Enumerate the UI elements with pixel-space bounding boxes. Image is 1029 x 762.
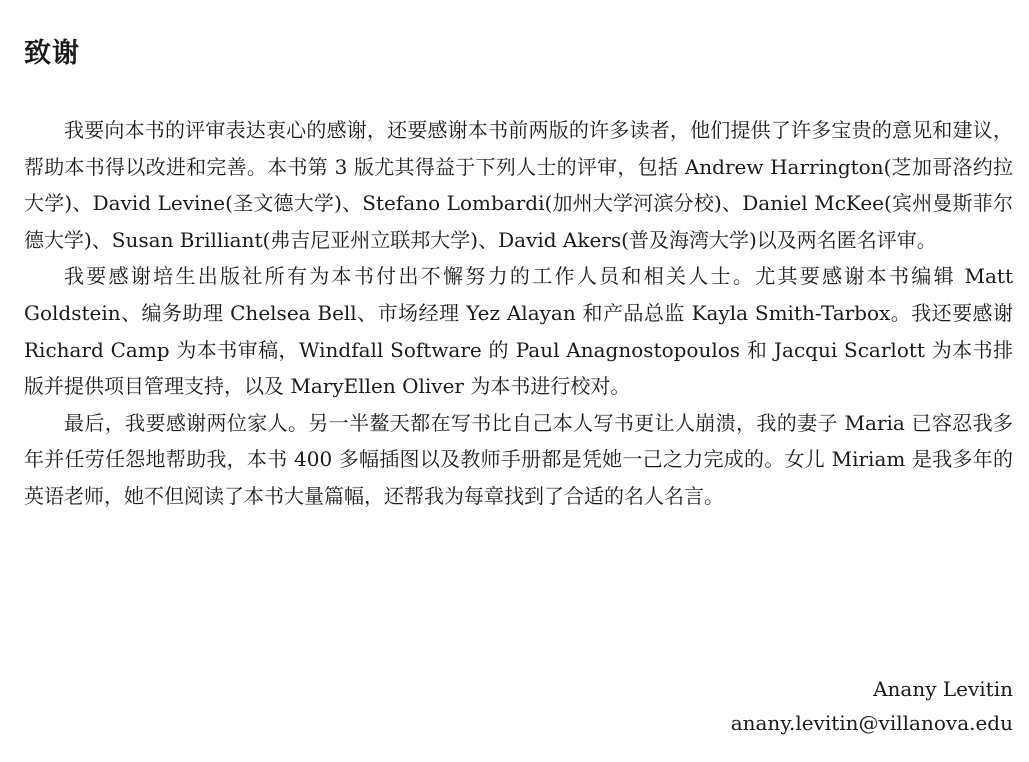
signature-block [731,672,1013,740]
paragraph-publisher-staff: 我要感谢培生出版社所有为本书付出不懈努力的工作人员和相关人士。尤其要感谢本书编辑 Matt Goldstein、编务助理 Chelsea Bell、市场经理 Yez Alayan 和产品总监 Kayla Smith-Tarbox。我还要感谢 Richard Camp 为本书审稿，Windfall Software 的 Paul Anagnostopoulos 和 Jacqui Scarlott 为本书排版并提供项目管理支持，以及 MaryEllen Oliver 为本书进行校对。 [24,264,1013,399]
author-email: anany.levitin@villanova.edu [730,711,1013,735]
page-title: 致谢 [24,38,80,69]
paragraph-family: 最后，我要感谢两位家人。另一半鳌天都在写书比自己本人写书更让人崩溃，我的妻子 Maria 已容忍我多年并任劳任怨地帮助我，本书 400 多幅插图以及教师手册都是凭她一己之力完成的。女儿 Miriam 是我多年的英语老师，她不但阅读了本书大量篇幅，还帮我为每章找到了合适的名人名言。 [24,410,1013,508]
acknowledgements-body [24,112,1013,515]
author-name: Anany Levitin [873,677,1013,701]
paragraph-reviewers: 我要向本书的评审表达衷心的感谢，还要感谢本书前两版的许多读者，他们提供了许多宝贵的意见和建议，帮助本书得以改进和完善。本书第 3 版尤其得益于下列人士的评审，包括 Andrew Harrington(芝加哥洛约拉大学)、David Levine(圣文德大学)、Stefano Lombardi(加州大学河滨分校)、Daniel McKee(宾州曼斯菲尔德大学)、Susan Brilliant(弗吉尼亚州立联邦大学)、David Akers(普及海湾大学)以及两名匿名评审。 [24,118,1013,252]
